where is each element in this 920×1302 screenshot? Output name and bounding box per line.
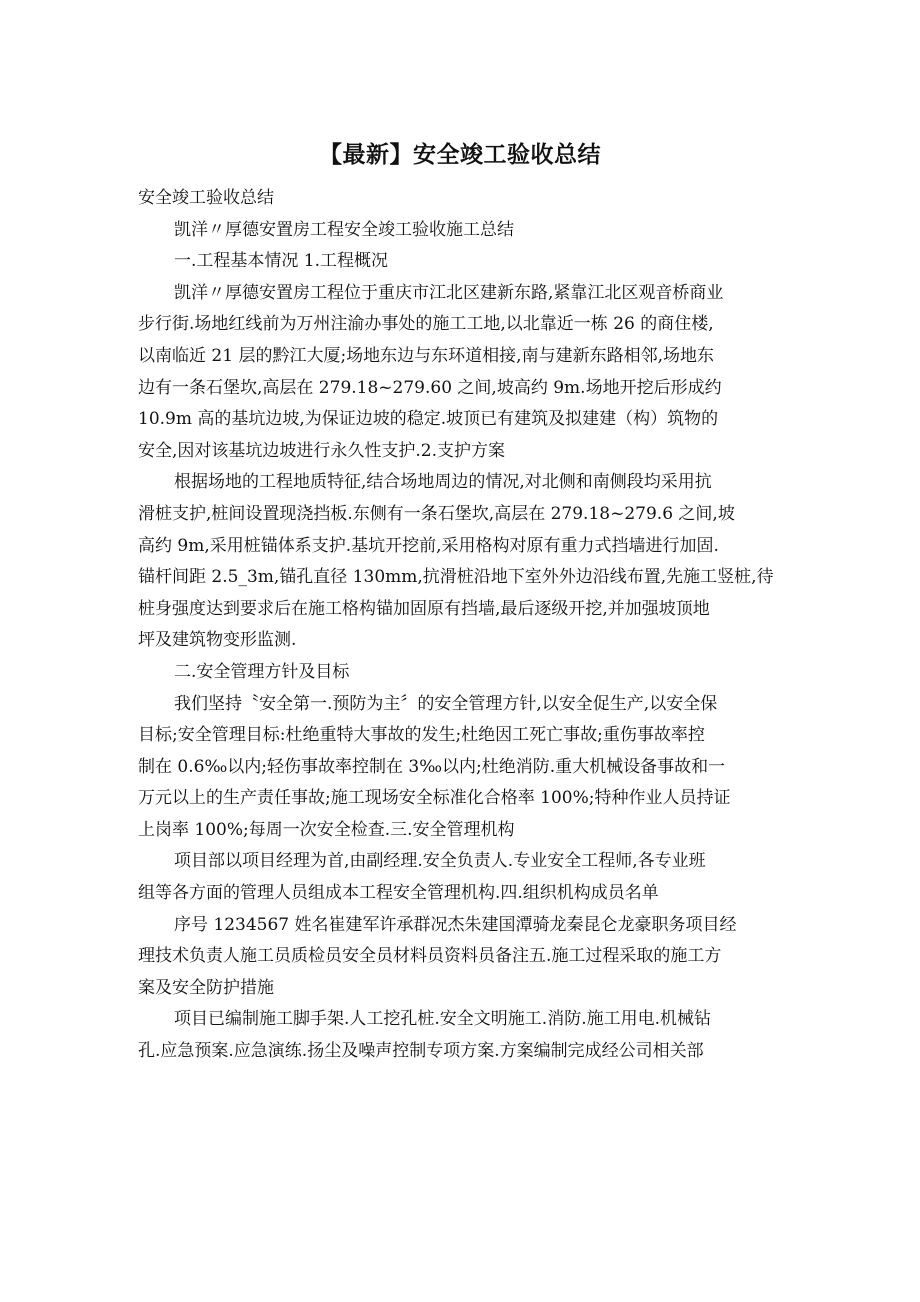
paragraph-line: 高约 9m,采用桩锚体系支护.基坑开挖前,采用格构对原有重力式挡墙进行加固. [138, 535, 719, 556]
paragraph-line: 孔.应急预案.应急演练.扬尘及噪声控制专项方案.方案编制完成经公司相关部 [138, 1041, 704, 1062]
paragraph-line: 安全竣工验收总结 [138, 188, 274, 208]
paragraph-line: 步行街.场地红线前为万州注渝办事处的施工工地,以北靠近一栋 26 的商住楼, [138, 314, 714, 335]
paragraph-line: 项目已编制施工脚手架.人工挖孔桩.安全文明施工.消防.施工用电.机械钻 [174, 1009, 712, 1030]
paragraph-line: 桩身强度达到要求后在施工格构锚加固原有挡墙,最后逐级开挖,并加强坡顶地 [138, 598, 710, 619]
paragraph [138, 183, 788, 215]
paragraph-line: 10.9m 高的基坑边坡,为保证边坡的稳定.坡顶已有建筑及拟建建（构）筑物的 [138, 409, 719, 430]
paragraph [138, 278, 788, 468]
paragraph-line: 万元以上的生产责任事故;施工现场安全标准化合格率 100%;特种作业人员持证 [138, 788, 731, 809]
paragraph-line: 安全,因对该基坑边坡进行永久性支护.2.支护方案 [138, 440, 506, 461]
paragraph-line: 凯洋〃厚德安置房工程安全竣工验收施工总结 [174, 219, 514, 240]
paragraph [138, 846, 788, 909]
document-title: 【最新】安全竣工验收总结 [319, 142, 601, 168]
paragraph [138, 910, 788, 1005]
document-body [138, 183, 788, 1068]
paragraph [138, 215, 788, 247]
paragraph-line: 我们坚持〝安全第一.预防为主〞的安全管理方针,以安全促生产,以安全保 [174, 693, 718, 714]
paragraph-line: 锚杆间距 2.5_3m,锚孔直径 130mm,抗滑桩沿地下室外外边沿线布置,先施工竖桩,待 [138, 567, 774, 588]
paragraph-line: 制在 0.6‰以内;轻伤事故率控制在 3‰以内;杜绝消防.重大机械设备事故和一 [138, 756, 726, 777]
paragraph [138, 689, 788, 847]
paragraph [138, 657, 788, 689]
paragraph-line: 目标;安全管理目标:杜绝重特大事故的发生;杜绝因工死亡事故;重伤事故率控 [138, 725, 705, 746]
paragraph [138, 1004, 788, 1067]
paragraph [138, 246, 788, 278]
paragraph-line: 案及安全防护措施 [138, 977, 274, 998]
paragraph-line: 边有一条石堡坎,高层在 279.18~279.60 之间,坡高约 9m.场地开挖后形成约 [138, 377, 722, 398]
paragraph-line: 根据场地的工程地质特征,结合场地周边的情况,对北侧和南侧段均采用抗 [174, 472, 712, 493]
paragraph-line: 以南临近 21 层的黔江大厦;场地东边与东环道相接,南与建新东路相邻,场地东 [138, 345, 714, 366]
paragraph-line: 凯洋〃厚德安置房工程位于重庆市江北区建新东路,紧靠江北区观音桥商业 [174, 282, 724, 303]
paragraph-line: 坪及建筑物变形监测. [138, 630, 297, 651]
paragraph-line: 一.工程基本情况 1.工程概况 [174, 251, 389, 272]
paragraph-line: 二.安全管理方针及目标 [174, 661, 350, 682]
paragraph-line: 序号 1234567 姓名崔建军许承群况杰朱建国潭骑龙秦昆仑龙豪职务项目经 [174, 914, 737, 935]
paragraph-line: 理技术负责人施工员质检员安全员材料员资料员备注五.施工过程采取的施工方 [138, 946, 722, 967]
paragraph-line: 组等各方面的管理人员组成本工程安全管理机构.四.组织机构成员名单 [138, 883, 659, 904]
paragraph-line: 滑桩支护,桩间设置现浇挡板.东侧有一条石堡坎,高层在 279.18~279.6 之间,坡 [138, 503, 735, 524]
paragraph [138, 467, 788, 657]
paragraph-line: 项目部以项目经理为首,由副经理.安全负责人.专业安全工程师,各专业班 [174, 851, 706, 872]
paragraph-line: 上岗率 100%;每周一次安全检查.三.安全管理机构 [138, 819, 515, 840]
